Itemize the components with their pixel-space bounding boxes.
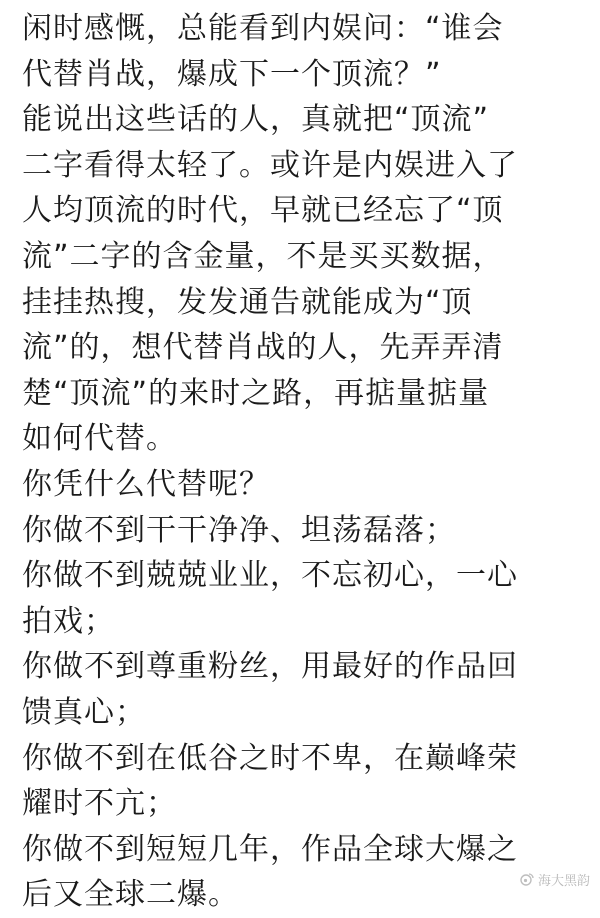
text-line-9: 楚“顶流”的来时之路，再掂量掂量 [22,375,490,411]
text-line-7: 挂挂热搜，发发通告就能成为“顶 [22,284,473,320]
text-line-17: 你做不到在低谷之时不卑，在巅峰荣 [22,740,518,776]
text-line-20: 后又全球二爆。 [22,877,239,913]
text-line-16: 馈真心； [22,694,146,730]
text-line-15: 你做不到尊重粉丝，用最好的作品回 [22,649,518,685]
text-line-10: 如何代替。 [22,421,177,457]
watermark-text: 海大黑韵 [537,873,590,889]
text-line-5: 人均顶流的时代，早就已经忘了“顶 [22,193,504,229]
text-line-11: 你凭什么代替呢？ [22,466,270,502]
text-line-4: 二字看得太轻了。或许是内娱进入了 [22,147,518,183]
text-line-3: 能说出这些话的人，真就把“顶流” [22,102,490,138]
text-line-18: 耀时不亢； [22,786,177,822]
text-line-2: 代替肖战，爆成下一个顶流？” [22,56,442,92]
text-line-6: 流”二字的含金量，不是买买数据， [22,238,504,274]
article-text [22,6,588,918]
watermark [519,868,590,890]
text-line-13: 你做不到兢兢业业，不忘初心，一心 [22,558,518,594]
text-line-14: 拍戏； [22,603,115,639]
weibo-style-logo-icon [519,871,535,887]
text-line-19: 你做不到短短几年，作品全球大爆之 [22,831,518,867]
text-line-12: 你做不到干干净净、坦荡磊落； [22,512,456,548]
text-line-8: 流”的，想代替肖战的人，先弄弄清 [22,330,504,366]
text-line-1: 闲时感慨，总能看到内娱问：“谁会 [22,11,504,46]
